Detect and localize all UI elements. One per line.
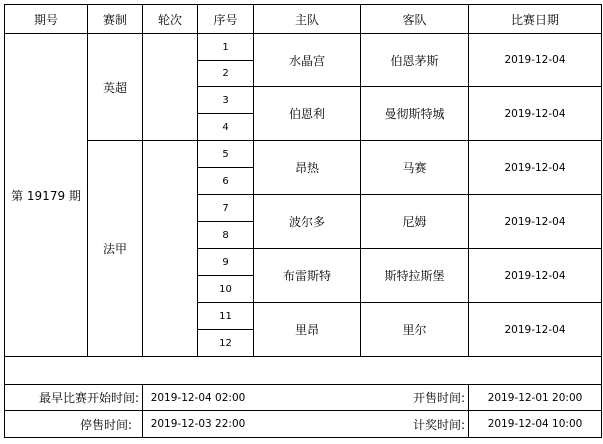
sale-stop-label: 停售时间: [79,417,132,432]
header-home: 主队 [294,12,319,27]
home-team: 昂热 [294,161,319,175]
home-team: 里昂 [294,323,319,337]
away-team: 曼彻斯特城 [384,107,445,121]
home-team: 布雷斯特 [282,269,331,283]
match-date: 2019-12-04 [504,161,566,174]
header-date: 比赛日期 [510,12,559,27]
seq-number: 4 [222,121,229,133]
seq-number: 3 [222,94,229,106]
match-date: 2019-12-04 [504,323,566,336]
sale-open-value: 2019-12-01 20:00 [487,391,583,404]
sale-stop-value: 2019-12-03 22:00 [150,418,246,430]
seq-number: 6 [222,175,229,187]
away-team: 马赛 [402,161,427,175]
header-round: 轮次 [157,12,182,27]
award-time-value: 2019-12-04 10:00 [487,418,583,430]
body-bottom-line [4,356,601,357]
match-date: 2019-12-04 [504,107,566,120]
match-date: 2019-12-04 [504,54,566,66]
seq-number: 1 [222,41,229,53]
seq-number: 7 [222,202,229,214]
issue-cell: 第 19179 期 [11,188,81,203]
home-team: 伯恩利 [288,107,325,121]
match-date: 2019-12-04 [504,215,566,228]
col-line [142,4,143,357]
seq-number: 2 [222,68,229,79]
earliest-start-label: 最早比赛开始时间: [38,391,139,405]
header-away: 客队 [402,12,427,27]
border-bottom [4,437,601,438]
home-team: 水晶宫 [288,53,325,68]
border-right [601,4,602,438]
header-seq: 序号 [213,12,238,27]
seq-number: 10 [219,283,232,295]
award-time-label: 计奖时间: [412,417,465,432]
header-issue: 期号 [33,12,58,27]
away-team: 伯恩茅斯 [390,53,439,68]
header-league: 赛制 [102,12,127,27]
match-date: 2019-12-04 [504,269,566,282]
league-cell-ligue1: 法甲 [102,242,127,256]
earliest-start-value: 2019-12-04 02:00 [150,391,246,404]
sale-open-label: 开售时间: [412,391,465,405]
seq-number: 9 [222,256,229,268]
seq-number: 12 [219,337,232,349]
seq-number: 11 [219,310,232,322]
seq-number: 5 [222,148,229,160]
away-team: 尼姆 [402,215,427,229]
seq-number: 8 [222,229,229,241]
away-team: 斯特拉斯堡 [384,269,445,283]
home-team: 波尔多 [288,215,325,229]
away-team: 里尔 [402,323,427,337]
league-cell-epl: 英超 [102,80,127,95]
